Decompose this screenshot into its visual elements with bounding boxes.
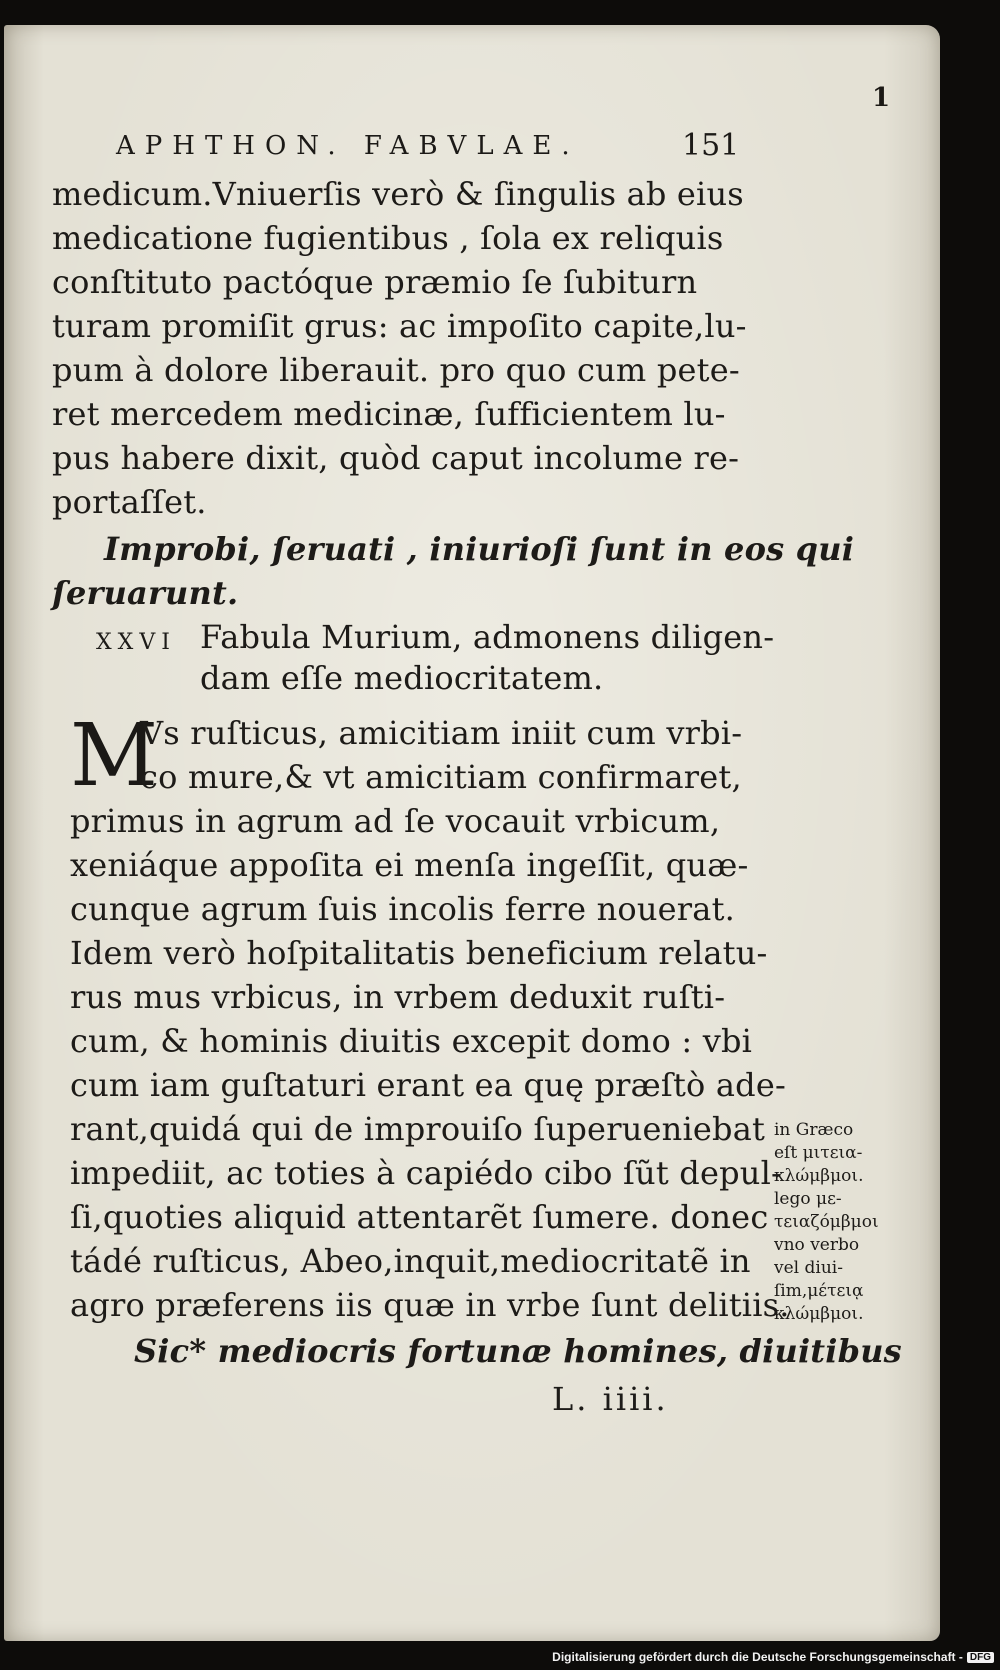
- fable-line: rant,quidá qui de improuiſo ſuperueniebat: [70, 1110, 766, 1148]
- margin-note-line: vel diui-: [774, 1258, 843, 1278]
- body-line: turam promiſit grus: ac impoſito capite,lu-: [52, 307, 747, 345]
- margin-note-line: τειαζόμβμοι: [774, 1212, 879, 1232]
- fable-line: tádé ruſticus, Abeo,inquit,mediocritatẽ in: [70, 1242, 751, 1280]
- margin-note-line: κλώμβμοι.: [774, 1166, 864, 1186]
- fable-line: ſi,quoties aliquid attentarẽt ſumere. donec: [70, 1198, 769, 1236]
- catchword: L. iiii.: [552, 1380, 669, 1418]
- digitization-credit: [552, 1648, 994, 1666]
- fable-line: cunque agrum ſuis incolis ferre nouerat.: [70, 890, 736, 928]
- dfg-logo: DFG: [967, 1652, 994, 1663]
- body-line: medicum.Vniuerſis verò & ſingulis ab eius: [52, 175, 744, 213]
- initial-letter: M: [70, 706, 159, 806]
- body-line: pus habere dixit, quòd caput incolume re-: [52, 439, 740, 477]
- fable-line: rus mus vrbicus, in vrbem deduxit ruſti-: [70, 978, 726, 1016]
- fable-title-line: dam eſſe mediocritatem.: [200, 659, 604, 697]
- body-line: medicatione fugientibus , ſola ex reliquis: [52, 219, 724, 257]
- body-line: ret mercedem medicinæ, ſufficientem lu-: [52, 395, 726, 433]
- fable-line: Vs ruſticus, amicitiam iniit cum vrbi-: [140, 714, 743, 752]
- fable-line: xeniáque appoſita ei menſa ingeſſit, quæ-: [70, 846, 749, 884]
- body-line: pum à dolore liberauit. pro quo cum pete-: [52, 351, 740, 389]
- fable-line: cum iam guſtaturi erant ea quę præſtò ade-: [70, 1066, 786, 1104]
- page-number: 151: [682, 128, 740, 163]
- fable-number: XXVI: [96, 630, 176, 655]
- fable-line: agro præferens iis quæ in vrbe ſunt delitiis.: [70, 1286, 790, 1324]
- margin-note-line: vno verbo: [774, 1235, 860, 1255]
- margin-note-line: in Græco: [774, 1120, 854, 1140]
- running-head: APHTHON. FABVLAE.: [116, 131, 580, 161]
- closing-line: Sic* mediocris fortunæ homines, diuitibus: [134, 1332, 902, 1370]
- moral-line: Improbi, ſeruati , iniurioſi ſunt in eos qui: [104, 530, 855, 568]
- body-line: conſtituto pactóque præmio ſe ſubiturn: [52, 263, 698, 301]
- fable-line: Idem verò hoſpitalitatis beneficium relatu-: [70, 934, 768, 972]
- corner-mark: 1: [872, 83, 891, 113]
- book-page: [4, 25, 940, 1641]
- fable-line: impediit, ac toties à capiédo cibo ſũt depul-: [70, 1154, 783, 1192]
- margin-note-line: κλώμβμοι.: [774, 1304, 864, 1324]
- margin-note-line: eſt μιτεια-: [774, 1143, 863, 1163]
- fable-title-line: Fabula Murium, admonens diligen-: [200, 618, 775, 656]
- margin-note-line: ſim,μέτειᾳ: [774, 1281, 864, 1301]
- moral-line: ſeruarunt.: [52, 574, 239, 612]
- fable-line: primus in agrum ad ſe vocauit vrbicum,: [70, 802, 721, 840]
- body-line: portaſſet.: [52, 483, 207, 521]
- margin-note-line: lego με-: [774, 1189, 842, 1209]
- fable-line: cum, & hominis diuitis excepit domo : vbi: [70, 1022, 753, 1060]
- fable-line: co mure,& vt amicitiam confirmaret,: [140, 758, 742, 796]
- credit-text: Digitalisierung gefördert durch die Deutsche Forschungsgemeinschaft -: [552, 1650, 963, 1664]
